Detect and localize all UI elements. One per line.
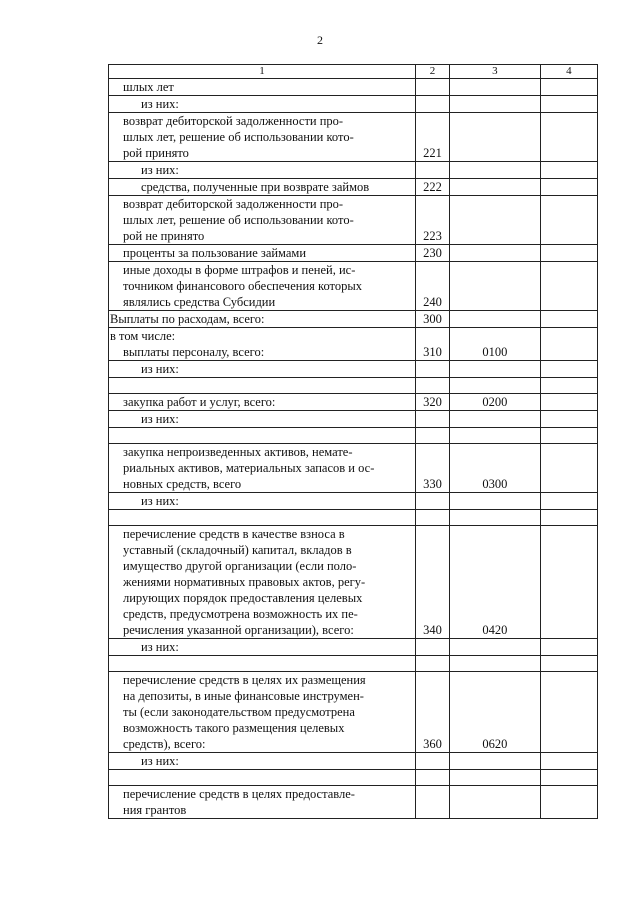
row-description bbox=[109, 79, 416, 96]
row-code: 230 bbox=[415, 245, 449, 262]
table-row bbox=[109, 378, 598, 394]
row-value bbox=[540, 245, 597, 262]
row-code: 300 bbox=[415, 311, 449, 328]
description-line: средства, полученные при возврате займов bbox=[141, 180, 370, 194]
table-row bbox=[109, 444, 598, 493]
description-line: из них: bbox=[141, 163, 179, 177]
row-code: 222 bbox=[415, 179, 449, 196]
table-row bbox=[109, 770, 598, 786]
row-code bbox=[415, 378, 449, 394]
row-kbk-code bbox=[450, 311, 541, 328]
row-kbk-code: 0420 bbox=[450, 526, 541, 639]
row-kbk-code: 0100 bbox=[450, 328, 541, 361]
row-description bbox=[109, 328, 416, 361]
column-header-1: 1 bbox=[109, 65, 416, 79]
description-line: ния грантов bbox=[123, 803, 187, 817]
row-description bbox=[109, 493, 416, 510]
row-description bbox=[109, 162, 416, 179]
row-value bbox=[540, 656, 597, 672]
row-value bbox=[540, 526, 597, 639]
description-line: перечисление средств в целях предоставле- bbox=[123, 787, 355, 801]
row-value bbox=[540, 672, 597, 753]
description-line: шлых лет bbox=[123, 80, 174, 94]
row-value bbox=[540, 394, 597, 411]
row-code bbox=[415, 96, 449, 113]
description-line: новных средств, всего bbox=[123, 477, 242, 491]
row-kbk-code: 0200 bbox=[450, 394, 541, 411]
table-row bbox=[109, 753, 598, 770]
row-code: 240 bbox=[415, 262, 449, 311]
page-number: 2 bbox=[317, 33, 323, 47]
table-row bbox=[109, 328, 598, 361]
row-description bbox=[109, 672, 416, 753]
description-line: шлых лет, решение об использовании кото- bbox=[123, 213, 354, 227]
row-value bbox=[540, 262, 597, 311]
row-description bbox=[109, 753, 416, 770]
row-code bbox=[415, 428, 449, 444]
row-code: 310 bbox=[415, 328, 449, 361]
description-line: закупка непроизведенных активов, немате- bbox=[123, 445, 353, 459]
row-code bbox=[415, 361, 449, 378]
row-code bbox=[415, 493, 449, 510]
table-row bbox=[109, 179, 598, 196]
description-line: на депозиты, в иные финансовые инструмен- bbox=[123, 689, 364, 703]
row-description bbox=[109, 113, 416, 162]
description-line: речисления указанной организации), всего: bbox=[123, 623, 354, 637]
description-line: риальных активов, материальных запасов и ос- bbox=[123, 461, 375, 475]
row-value bbox=[540, 311, 597, 328]
row-kbk-code: 0620 bbox=[450, 672, 541, 753]
table-row bbox=[109, 96, 598, 113]
row-description bbox=[109, 428, 416, 444]
description-line: жениями нормативных правовых актов, регу- bbox=[123, 575, 366, 589]
row-description bbox=[109, 96, 416, 113]
description-line: проценты за пользование займами bbox=[123, 246, 307, 260]
row-code bbox=[415, 510, 449, 526]
description-line: возврат дебиторской задолженности про- bbox=[123, 114, 344, 128]
row-kbk-code bbox=[450, 378, 541, 394]
table-row bbox=[109, 493, 598, 510]
row-description bbox=[109, 311, 416, 328]
description-line: рой принято bbox=[123, 146, 189, 160]
description-line: возможность такого размещения целевых bbox=[123, 721, 345, 735]
table-row bbox=[109, 672, 598, 753]
description-line: шлых лет, решение об использовании кото- bbox=[123, 130, 354, 144]
row-kbk-code bbox=[450, 753, 541, 770]
description-line: из них: bbox=[141, 362, 179, 376]
row-description bbox=[109, 378, 416, 394]
row-description bbox=[109, 639, 416, 656]
row-kbk-code bbox=[450, 656, 541, 672]
row-kbk-code bbox=[450, 245, 541, 262]
description-line: точником финансового обеспечения которых bbox=[123, 279, 362, 293]
row-kbk-code bbox=[450, 639, 541, 656]
description-line: уставный (складочный) капитал, вкладов в bbox=[123, 543, 352, 557]
row-description bbox=[109, 245, 416, 262]
row-kbk-code: 0300 bbox=[450, 444, 541, 493]
row-description bbox=[109, 770, 416, 786]
description-line: перечисление средств в целях их размещения bbox=[123, 673, 366, 687]
column-header-3: 3 bbox=[450, 65, 541, 79]
row-value bbox=[540, 786, 597, 819]
table-row bbox=[109, 510, 598, 526]
table-row bbox=[109, 411, 598, 428]
row-description bbox=[109, 179, 416, 196]
description-line: Выплаты по расходам, всего: bbox=[110, 312, 265, 326]
table-row bbox=[109, 394, 598, 411]
description-line: закупка работ и услуг, всего: bbox=[123, 395, 276, 409]
table-row bbox=[109, 113, 598, 162]
description-line: из них: bbox=[141, 494, 179, 508]
description-line: ты (если законодательством предусмотрена bbox=[123, 705, 355, 719]
row-kbk-code bbox=[450, 196, 541, 245]
description-line: средств), всего: bbox=[123, 737, 206, 751]
row-kbk-code bbox=[450, 411, 541, 428]
description-line: являлись средства Субсидии bbox=[123, 295, 276, 309]
row-code bbox=[415, 411, 449, 428]
row-code bbox=[415, 656, 449, 672]
column-header-2: 2 bbox=[415, 65, 449, 79]
row-kbk-code bbox=[450, 493, 541, 510]
description-line: иные доходы в форме штрафов и пеней, ис- bbox=[123, 263, 356, 277]
description-line: из них: bbox=[141, 640, 179, 654]
row-kbk-code bbox=[450, 113, 541, 162]
table-row bbox=[109, 196, 598, 245]
row-value bbox=[540, 639, 597, 656]
row-code: 330 bbox=[415, 444, 449, 493]
row-kbk-code bbox=[450, 262, 541, 311]
description-line: из них: bbox=[141, 412, 179, 426]
row-description bbox=[109, 262, 416, 311]
row-code: 223 bbox=[415, 196, 449, 245]
row-code: 320 bbox=[415, 394, 449, 411]
row-code: 340 bbox=[415, 526, 449, 639]
row-value bbox=[540, 378, 597, 394]
description-line: выплаты персоналу, всего: bbox=[123, 345, 265, 359]
row-kbk-code bbox=[450, 428, 541, 444]
table-row bbox=[109, 428, 598, 444]
row-value bbox=[540, 79, 597, 96]
row-kbk-code bbox=[450, 179, 541, 196]
description-line: перечисление средств в качестве взноса в bbox=[123, 527, 345, 541]
row-value bbox=[540, 444, 597, 493]
row-code bbox=[415, 753, 449, 770]
row-value bbox=[540, 179, 597, 196]
column-header-4: 4 bbox=[540, 65, 597, 79]
row-code bbox=[415, 162, 449, 179]
row-description bbox=[109, 394, 416, 411]
row-value bbox=[540, 753, 597, 770]
row-description bbox=[109, 444, 416, 493]
table-row bbox=[109, 656, 598, 672]
row-value bbox=[540, 510, 597, 526]
row-value bbox=[540, 162, 597, 179]
table-row bbox=[109, 262, 598, 311]
description-line: средств, предусмотрена возможность их пе- bbox=[123, 607, 358, 621]
description-line: лирующих порядок предоставления целевых bbox=[123, 591, 363, 605]
row-value bbox=[540, 96, 597, 113]
row-code bbox=[415, 770, 449, 786]
row-value bbox=[540, 428, 597, 444]
description-line: рой не принято bbox=[123, 229, 205, 243]
row-code bbox=[415, 639, 449, 656]
row-value bbox=[540, 361, 597, 378]
description-line: возврат дебиторской задолженности про- bbox=[123, 197, 344, 211]
row-code bbox=[415, 786, 449, 819]
row-description bbox=[109, 361, 416, 378]
table-body bbox=[109, 79, 598, 819]
financial-table bbox=[108, 64, 598, 819]
row-description bbox=[109, 526, 416, 639]
row-description bbox=[109, 510, 416, 526]
row-description bbox=[109, 786, 416, 819]
row-kbk-code bbox=[450, 79, 541, 96]
table-row bbox=[109, 162, 598, 179]
row-kbk-code bbox=[450, 786, 541, 819]
row-kbk-code bbox=[450, 510, 541, 526]
row-value bbox=[540, 493, 597, 510]
table-row bbox=[109, 79, 598, 96]
description-line: в том числе: bbox=[110, 329, 176, 343]
row-value bbox=[540, 770, 597, 786]
row-kbk-code bbox=[450, 162, 541, 179]
table-row bbox=[109, 526, 598, 639]
row-kbk-code bbox=[450, 96, 541, 113]
row-value bbox=[540, 328, 597, 361]
description-line: из них: bbox=[141, 754, 179, 768]
row-description bbox=[109, 196, 416, 245]
row-description bbox=[109, 411, 416, 428]
row-code: 221 bbox=[415, 113, 449, 162]
table-row bbox=[109, 786, 598, 819]
row-description bbox=[109, 656, 416, 672]
table-row bbox=[109, 361, 598, 378]
description-line: имущество другой организации (если поло- bbox=[123, 559, 357, 573]
row-kbk-code bbox=[450, 361, 541, 378]
row-code: 360 bbox=[415, 672, 449, 753]
description-line: из них: bbox=[141, 97, 179, 111]
column-number-row bbox=[109, 65, 598, 79]
table-row bbox=[109, 639, 598, 656]
table-row bbox=[109, 245, 598, 262]
table-row bbox=[109, 311, 598, 328]
row-value bbox=[540, 113, 597, 162]
row-kbk-code bbox=[450, 770, 541, 786]
row-value bbox=[540, 196, 597, 245]
row-code bbox=[415, 79, 449, 96]
row-value bbox=[540, 411, 597, 428]
